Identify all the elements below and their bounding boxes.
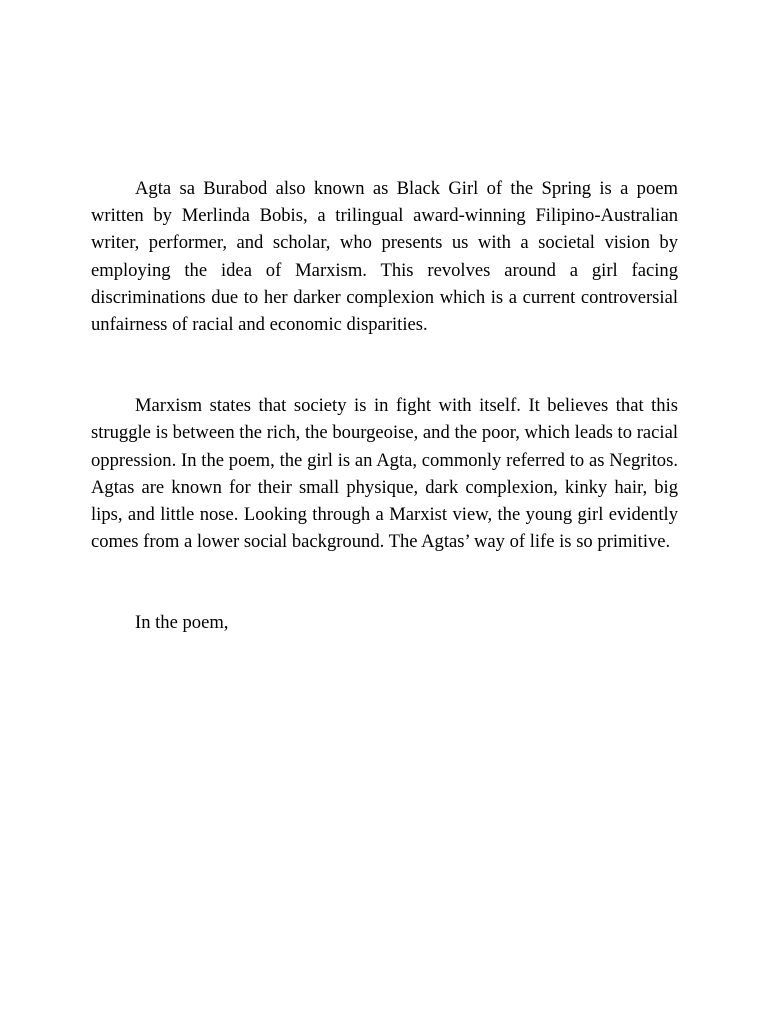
paragraph-in-the-poem: In the poem,: [135, 612, 229, 634]
document-body: [91, 175, 678, 637]
paragraph-introduction: Agta sa Burabod also known as Black Girl of the Spring is a poem written by Merlinda Bobis, a trilingual award-winning Filipino-Australian writer, performer, and scholar, who presents us with a societal vision by employing the idea of Marxism. This revolves around a girl facing discriminations due to her darker complexion which is a current controversial unfairness of racial and economic disparities.: [91, 178, 678, 336]
paragraph-marxism: Marxism states that society is in fight with itself. It believes that this struggle is between the rich, the bourgeoise, and the poor, which leads to racial oppression. In the poem, the girl is an Agta, commonly referred to as Negritos. Agtas are known for their small physique, dark complexion, kinky hair, big lips, and little nose. Looking through a Marxist view, the young girl evidently comes from a lower social background. The Agtas’ way of life is so primitive.: [91, 395, 678, 553]
